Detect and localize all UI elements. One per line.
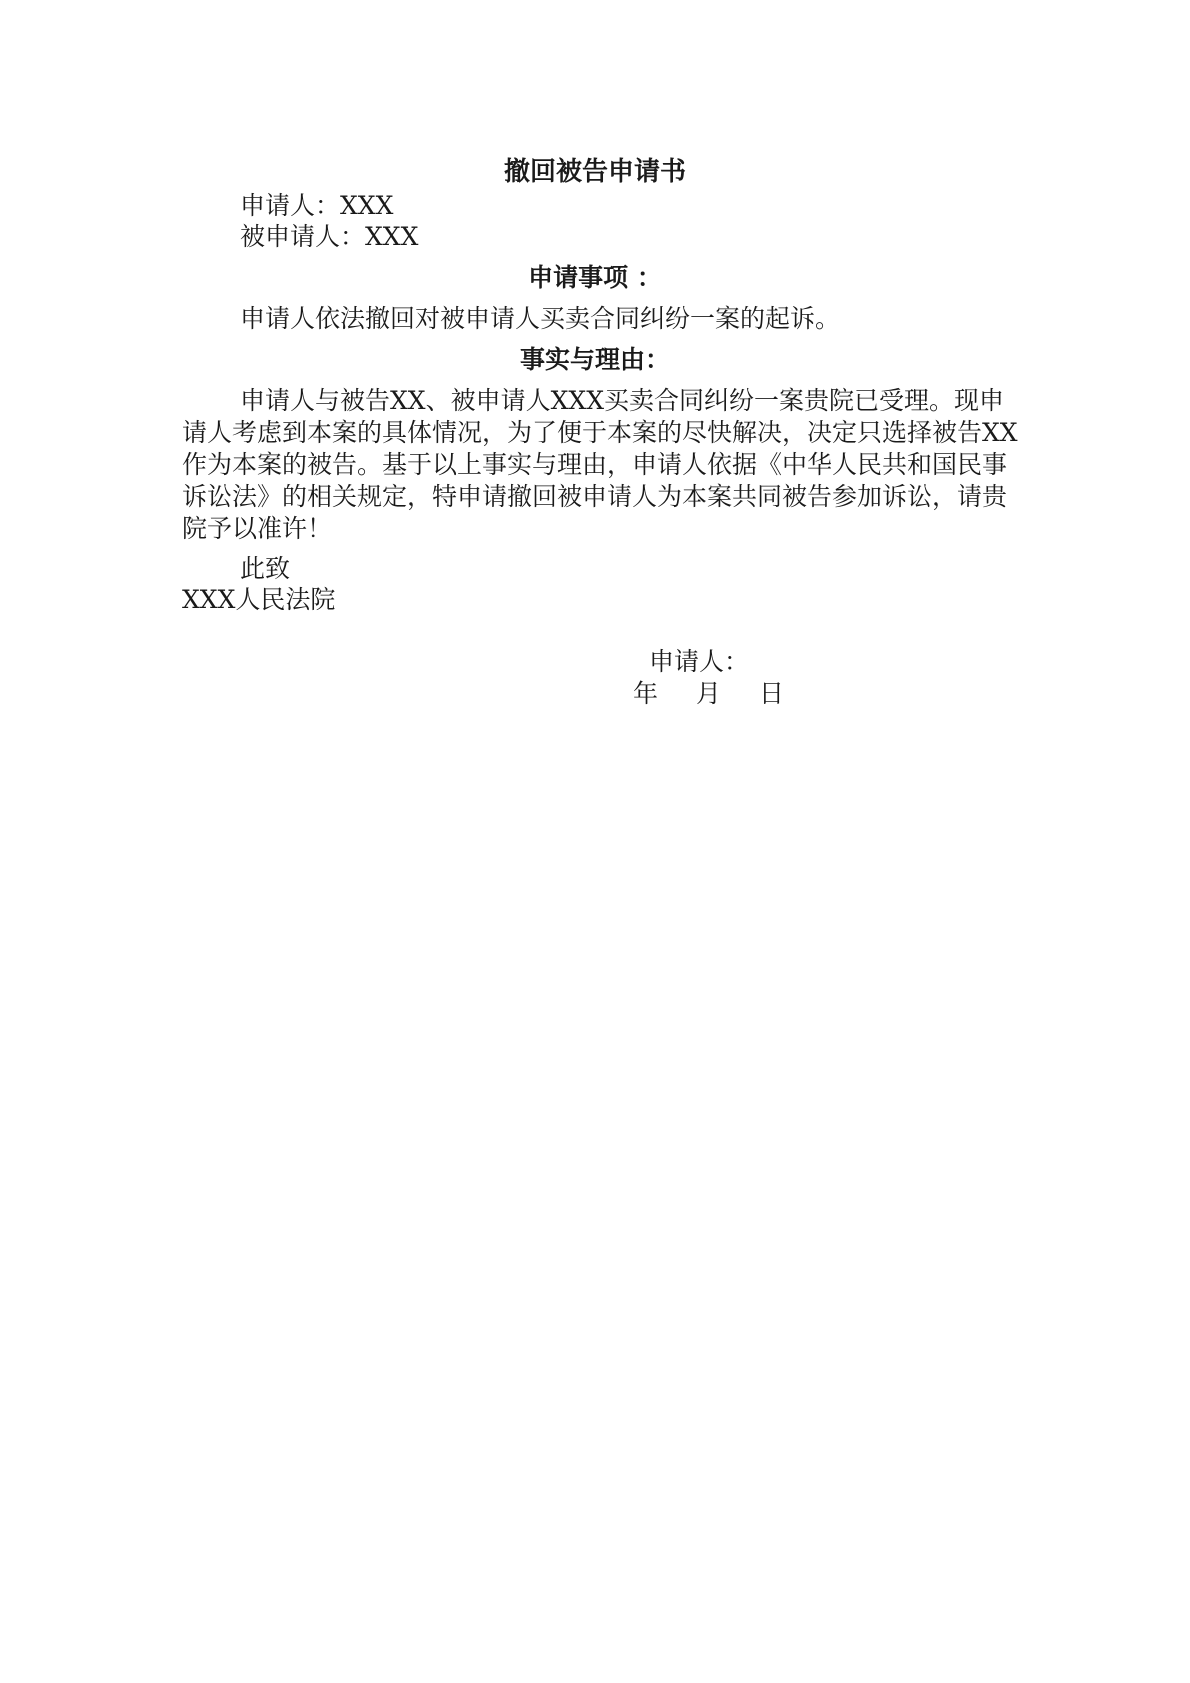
claims-heading: 申请事项 ： — [528, 263, 662, 292]
claims-text: 申请人依法撤回对被申请人买卖合同纠纷一案的起诉。 — [240, 304, 841, 333]
salutation: 此致 — [240, 554, 291, 583]
date-day: 日 — [759, 679, 785, 708]
date-month: 月 — [696, 679, 722, 708]
date-year: 年 — [633, 679, 659, 708]
facts-text: 申请人与被告XX、被申请人XXX买卖合同纠纷一案贵院已受理。现申请人考虑到本案的具体情况，为了便于本案的尽快解决，决定只选择被告XX作为本案的被告。基于以上事实与理由，申请人依据《中华人民共和国民事诉讼法》的相关规定，特申请撤回被申请人为本案共同被告参加诉讼，请贵院予以准许！ — [182, 386, 1018, 543]
court-name: XXX人民法院 — [182, 585, 336, 614]
signature-label: 申请人： — [649, 647, 750, 676]
respondent-line: 被申请人：XXX — [240, 222, 419, 251]
facts-heading: 事实与理由： — [519, 345, 670, 374]
document-title: 撤回被告申请书 — [503, 157, 686, 187]
date-line — [633, 678, 784, 710]
applicant-line: 申请人：XXX — [240, 191, 394, 220]
